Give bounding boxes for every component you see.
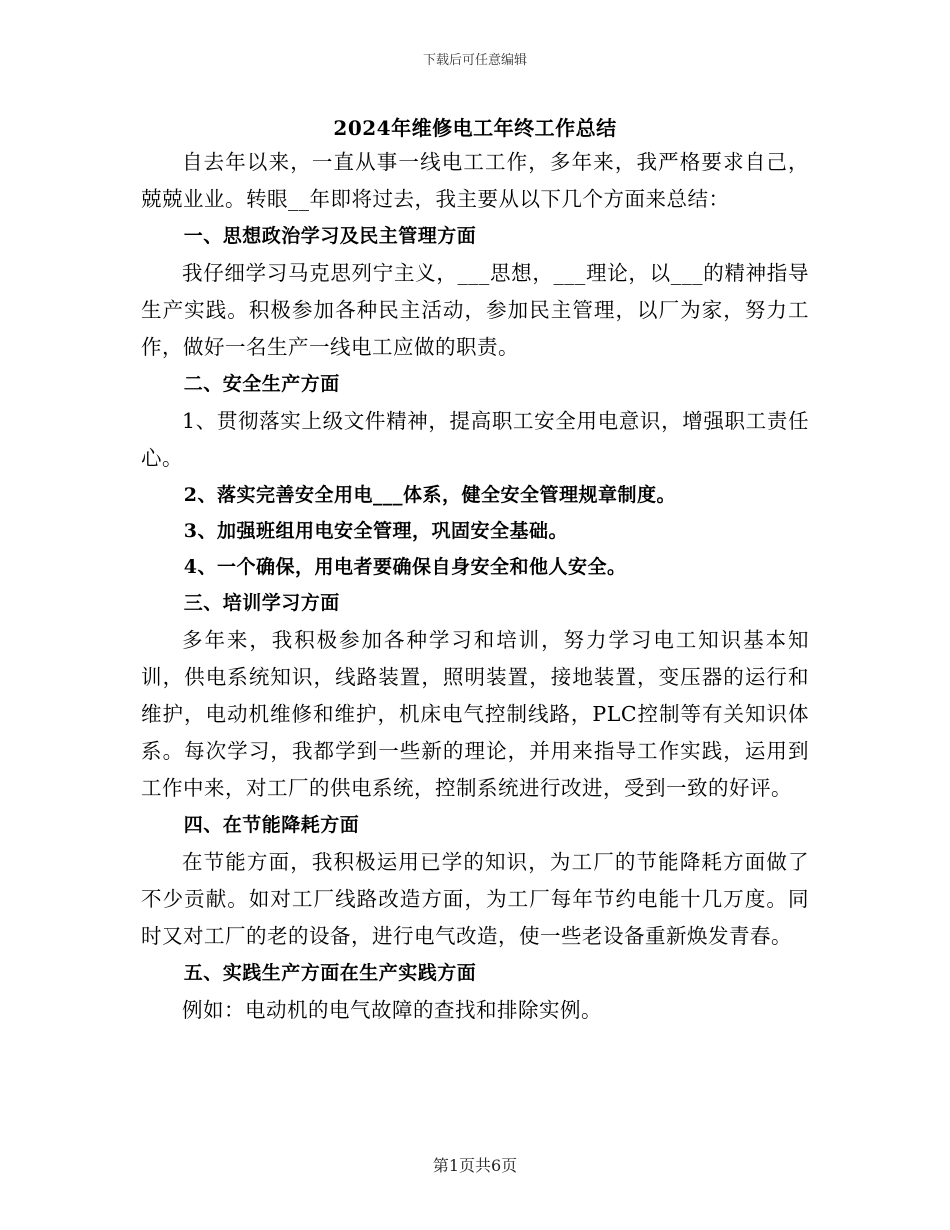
document-body xyxy=(141,144,809,1029)
section-heading-politics: 一、思想政治学习及民主管理方面 xyxy=(183,225,477,247)
section-heading-safety: 二、安全生产方面 xyxy=(183,373,340,395)
paragraph-practice: 例如：电动机的电气故障的查找和排除实例。 xyxy=(182,998,602,1022)
document-title: 2024年维修电工年终工作总结 xyxy=(333,116,617,140)
paragraph-intro: 自去年以来，一直从事一线电工工作，多年来，我严格要求自己，兢兢业业。转眼__年即将过去，我主要从以下几个方面来总结： xyxy=(141,150,809,211)
paragraph-energy: 在节能方面，我积极运用已学的知识，为工厂的节能降耗方面做了不少贡献。如对工厂线路改造方面，为工厂每年节约电能十几万度。同时又对工厂的老的设备，进行电气改造，使一些老设备重新焕发青春。 xyxy=(141,850,809,948)
paragraph-training: 多年来，我积极参加各种学习和培训，努力学习电工知识基本知训，供电系统知识，线路装置，照明装置，接地装置，变压器的运行和维护，电动机维修和维护，机床电气控制线路，PLC控制等有关知识体系。每次学习，我都学到一些新的理论，并用来指导工作实践，运用到工作中来，对工厂的供电系统，控制系统进行改进，受到一致的好评。 xyxy=(141,628,809,800)
paragraph-politics: 我仔细学习马克思列宁主义，___思想，___理论，以___的精神指导生产实践。积极参加各种民主活动，参加民主管理，以厂为家，努力工作，做好一名生产一线电工应做的职责。 xyxy=(141,261,809,359)
section-heading-practice: 五、实践生产方面在生产实践方面 xyxy=(183,962,477,984)
safety-item-4: 4、一个确保，用电者要确保自身安全和他人安全。 xyxy=(183,556,627,578)
safety-item-3: 3、加强班组用电安全管理，巩固安全基础。 xyxy=(183,520,568,542)
page-number: 第1页共6页 xyxy=(432,1156,518,1175)
section-heading-training: 三、培训学习方面 xyxy=(183,592,340,614)
section-heading-energy: 四、在节能降耗方面 xyxy=(183,814,360,836)
safety-item-2: 2、落实完善安全用电___体系，健全安全管理规章制度。 xyxy=(183,484,676,506)
page-header-note: 下载后可任意编辑 xyxy=(422,53,527,68)
paragraph-safety-item-1: 1、贯彻落实上级文件精神，提高职工安全用电意识，增强职工责任心。 xyxy=(141,409,809,470)
